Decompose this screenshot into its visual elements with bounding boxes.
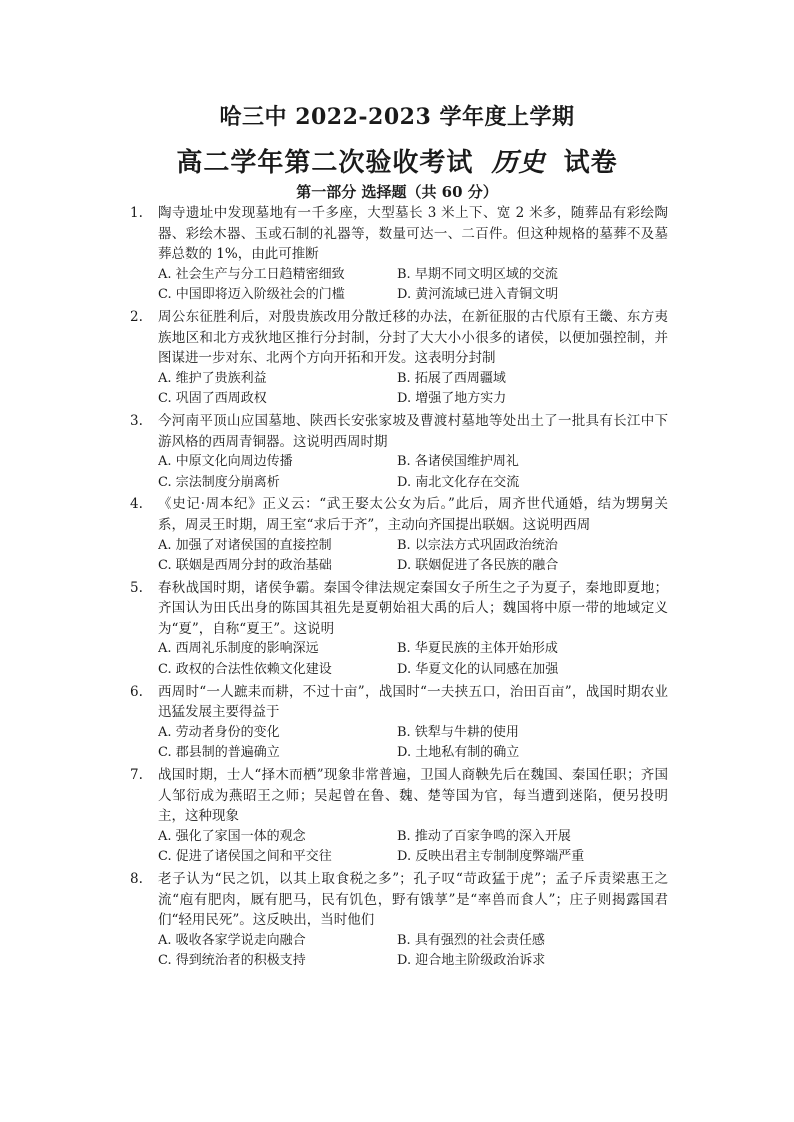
option-d: D. 华夏文化的认同感在加强 <box>397 662 559 678</box>
question-stem: 老子认为“民之饥，以其上取食税之多”；孔子叹“苛政猛于虎”；孟子斥责梁惠王之流“庖有肥肉，厩有肥马，民有饥色，野有饿莩”是“率兽而食人”；庄子则揭露国君们“轻用民死”。这反映出，当时他们 <box>158 871 668 929</box>
option-d: D. 增强了地方实力 <box>397 391 507 407</box>
option-a: A. 强化了家国一体的观念 <box>158 828 306 844</box>
option-b: B. 推动了百家争鸣的深入开展 <box>397 828 571 844</box>
question-4 <box>0 494 794 576</box>
option-c: C. 宗法制度分崩离析 <box>158 474 280 490</box>
option-d: D. 黄河流域已进入青铜文明 <box>397 287 559 303</box>
question-stem: 周公东征胜利后，对殷贵族改用分散迁移的办法，在新征服的古代原有王畿、东方夷族地区和北方戎狄地区推行分封制，分封了大大小小很多的诸侯，以便加强控制，并图谋进一步对东、北两个方向开拓和开发。这表明分封制 <box>158 308 668 367</box>
question-5 <box>0 578 794 681</box>
question-6 <box>0 682 794 764</box>
question-number: 6. <box>130 683 143 700</box>
option-a: A. 社会生产与分工日趋精密细致 <box>158 266 345 282</box>
options <box>158 369 668 410</box>
option-c: C. 促进了诸侯国之间和平交往 <box>158 849 332 865</box>
question-number: 7. <box>130 767 143 784</box>
option-c: C. 联姻是西周分封的政治基础 <box>158 558 332 574</box>
option-a: A. 西周礼乐制度的影响深远 <box>158 641 319 657</box>
options <box>158 723 668 764</box>
option-b: B. 具有强烈的社会责任感 <box>397 932 545 948</box>
question-stem: 西周时“一人蹠耒而耕，不过十亩”，战国时“一夫挟五口，治田百亩”，战国时期农业迅猛发展主要得益于 <box>158 683 668 721</box>
option-c: C. 巩固了西周政权 <box>158 391 267 407</box>
options <box>158 639 668 680</box>
section-heading: 第一部分 选择题（共 60 分） <box>296 183 498 201</box>
option-a: A. 加强了对诸侯国的直接控制 <box>158 537 332 553</box>
options <box>158 827 668 868</box>
exam-subject: 历史 <box>491 148 546 178</box>
options <box>158 931 668 972</box>
option-a: A. 吸收各家学说走向融合 <box>158 932 306 948</box>
option-b: B. 铁犁与牛耕的使用 <box>397 724 519 740</box>
option-c: C. 得到统治者的积极支持 <box>158 953 306 969</box>
question-number: 2. <box>130 308 143 325</box>
option-b: B. 以宗法方式巩固政治统治 <box>397 537 558 553</box>
question-1 <box>0 203 794 306</box>
option-c: C. 政权的合法性依赖文化建设 <box>158 662 332 678</box>
exam-title-school-year: 哈三中 2022-2023 学年度上学期 <box>219 104 575 130</box>
option-b: B. 早期不同文明区域的交流 <box>397 266 558 282</box>
option-c: C. 郡县制的普遍确立 <box>158 745 280 761</box>
option-a: A. 维护了贵族利益 <box>158 370 267 386</box>
option-d: D. 联姻促进了各民族的融合 <box>397 558 559 574</box>
option-d: D. 南北文化存在交流 <box>397 474 520 490</box>
option-c: C. 中国即将迈入阶级社会的门槛 <box>158 287 345 303</box>
options <box>158 536 668 577</box>
options <box>158 265 668 306</box>
question-number: 3. <box>130 412 143 429</box>
option-a: A. 劳动者身份的变化 <box>158 724 280 740</box>
question-stem: 战国时期，士人“择木而栖”现象非常普遍，卫国人商鞅先后在魏国、秦国任职；齐国人邹衍成为燕昭王之师；吴起曾在鲁、魏、楚等国为官，每当遭到迷陷，便另投明主，这种现象 <box>158 767 668 825</box>
question-7 <box>0 765 794 868</box>
question-stem: 陶寺遗址中发现墓地有一千多座，大型墓长 3 米上下、宽 2 米多，随葬品有彩绘陶器、彩绘木器、玉或石制的礼器等，数量可达一、二百件。但这种规格的墓葬不及墓葬总数的 1%，由此可推断 <box>158 205 668 263</box>
question-number: 4. <box>130 496 143 513</box>
question-stem: 今河南平顶山应国墓地、陕西长安张家坡及曹渡村墓地等处出土了一批具有长江中下游风格的西周青铜器。这说明西周时期 <box>158 412 668 450</box>
option-d: D. 迎合地主阶级政治诉求 <box>397 953 546 969</box>
question-number: 1. <box>130 205 143 221</box>
question-number: 8. <box>130 871 143 887</box>
question-list <box>0 203 794 973</box>
question-8 <box>0 869 794 972</box>
exam-title-subject-line <box>0 142 794 179</box>
exam-title-prefix: 高二学年第二次验收考试 <box>176 148 474 178</box>
options <box>158 452 668 493</box>
option-a: A. 中原文化向周边传播 <box>158 454 293 470</box>
question-stem: 春秋战国时期，诸侯争霸。秦国令律法规定秦国女子所生之子为夏子，秦地即夏地；齐国认为田氏出身的陈国其祖先是夏朝始祖大禹的后人；魏国将中原一带的地域定义为“夏”，自称“夏王”。这说明 <box>158 579 668 637</box>
option-d: D. 反映出君主专制制度弊端严重 <box>397 849 585 865</box>
option-d: D. 土地私有制的确立 <box>397 745 520 761</box>
question-stem: 《史记·周本纪》正义云：“武王娶太公女为后。”此后，周齐世代通婚，结为甥舅关系，周灵王时期，周王室“求后于齐”，主动向齐国提出联姻。这说明西周 <box>158 496 668 533</box>
question-3 <box>0 411 794 493</box>
question-number: 5. <box>130 579 143 596</box>
question-2 <box>0 307 794 410</box>
exam-title-suffix: 试卷 <box>563 148 618 178</box>
option-b: B. 各诸侯国维护周礼 <box>397 454 519 470</box>
option-b: B. 拓展了西周疆域 <box>397 370 506 386</box>
option-b: B. 华夏民族的主体开始形成 <box>397 641 558 657</box>
